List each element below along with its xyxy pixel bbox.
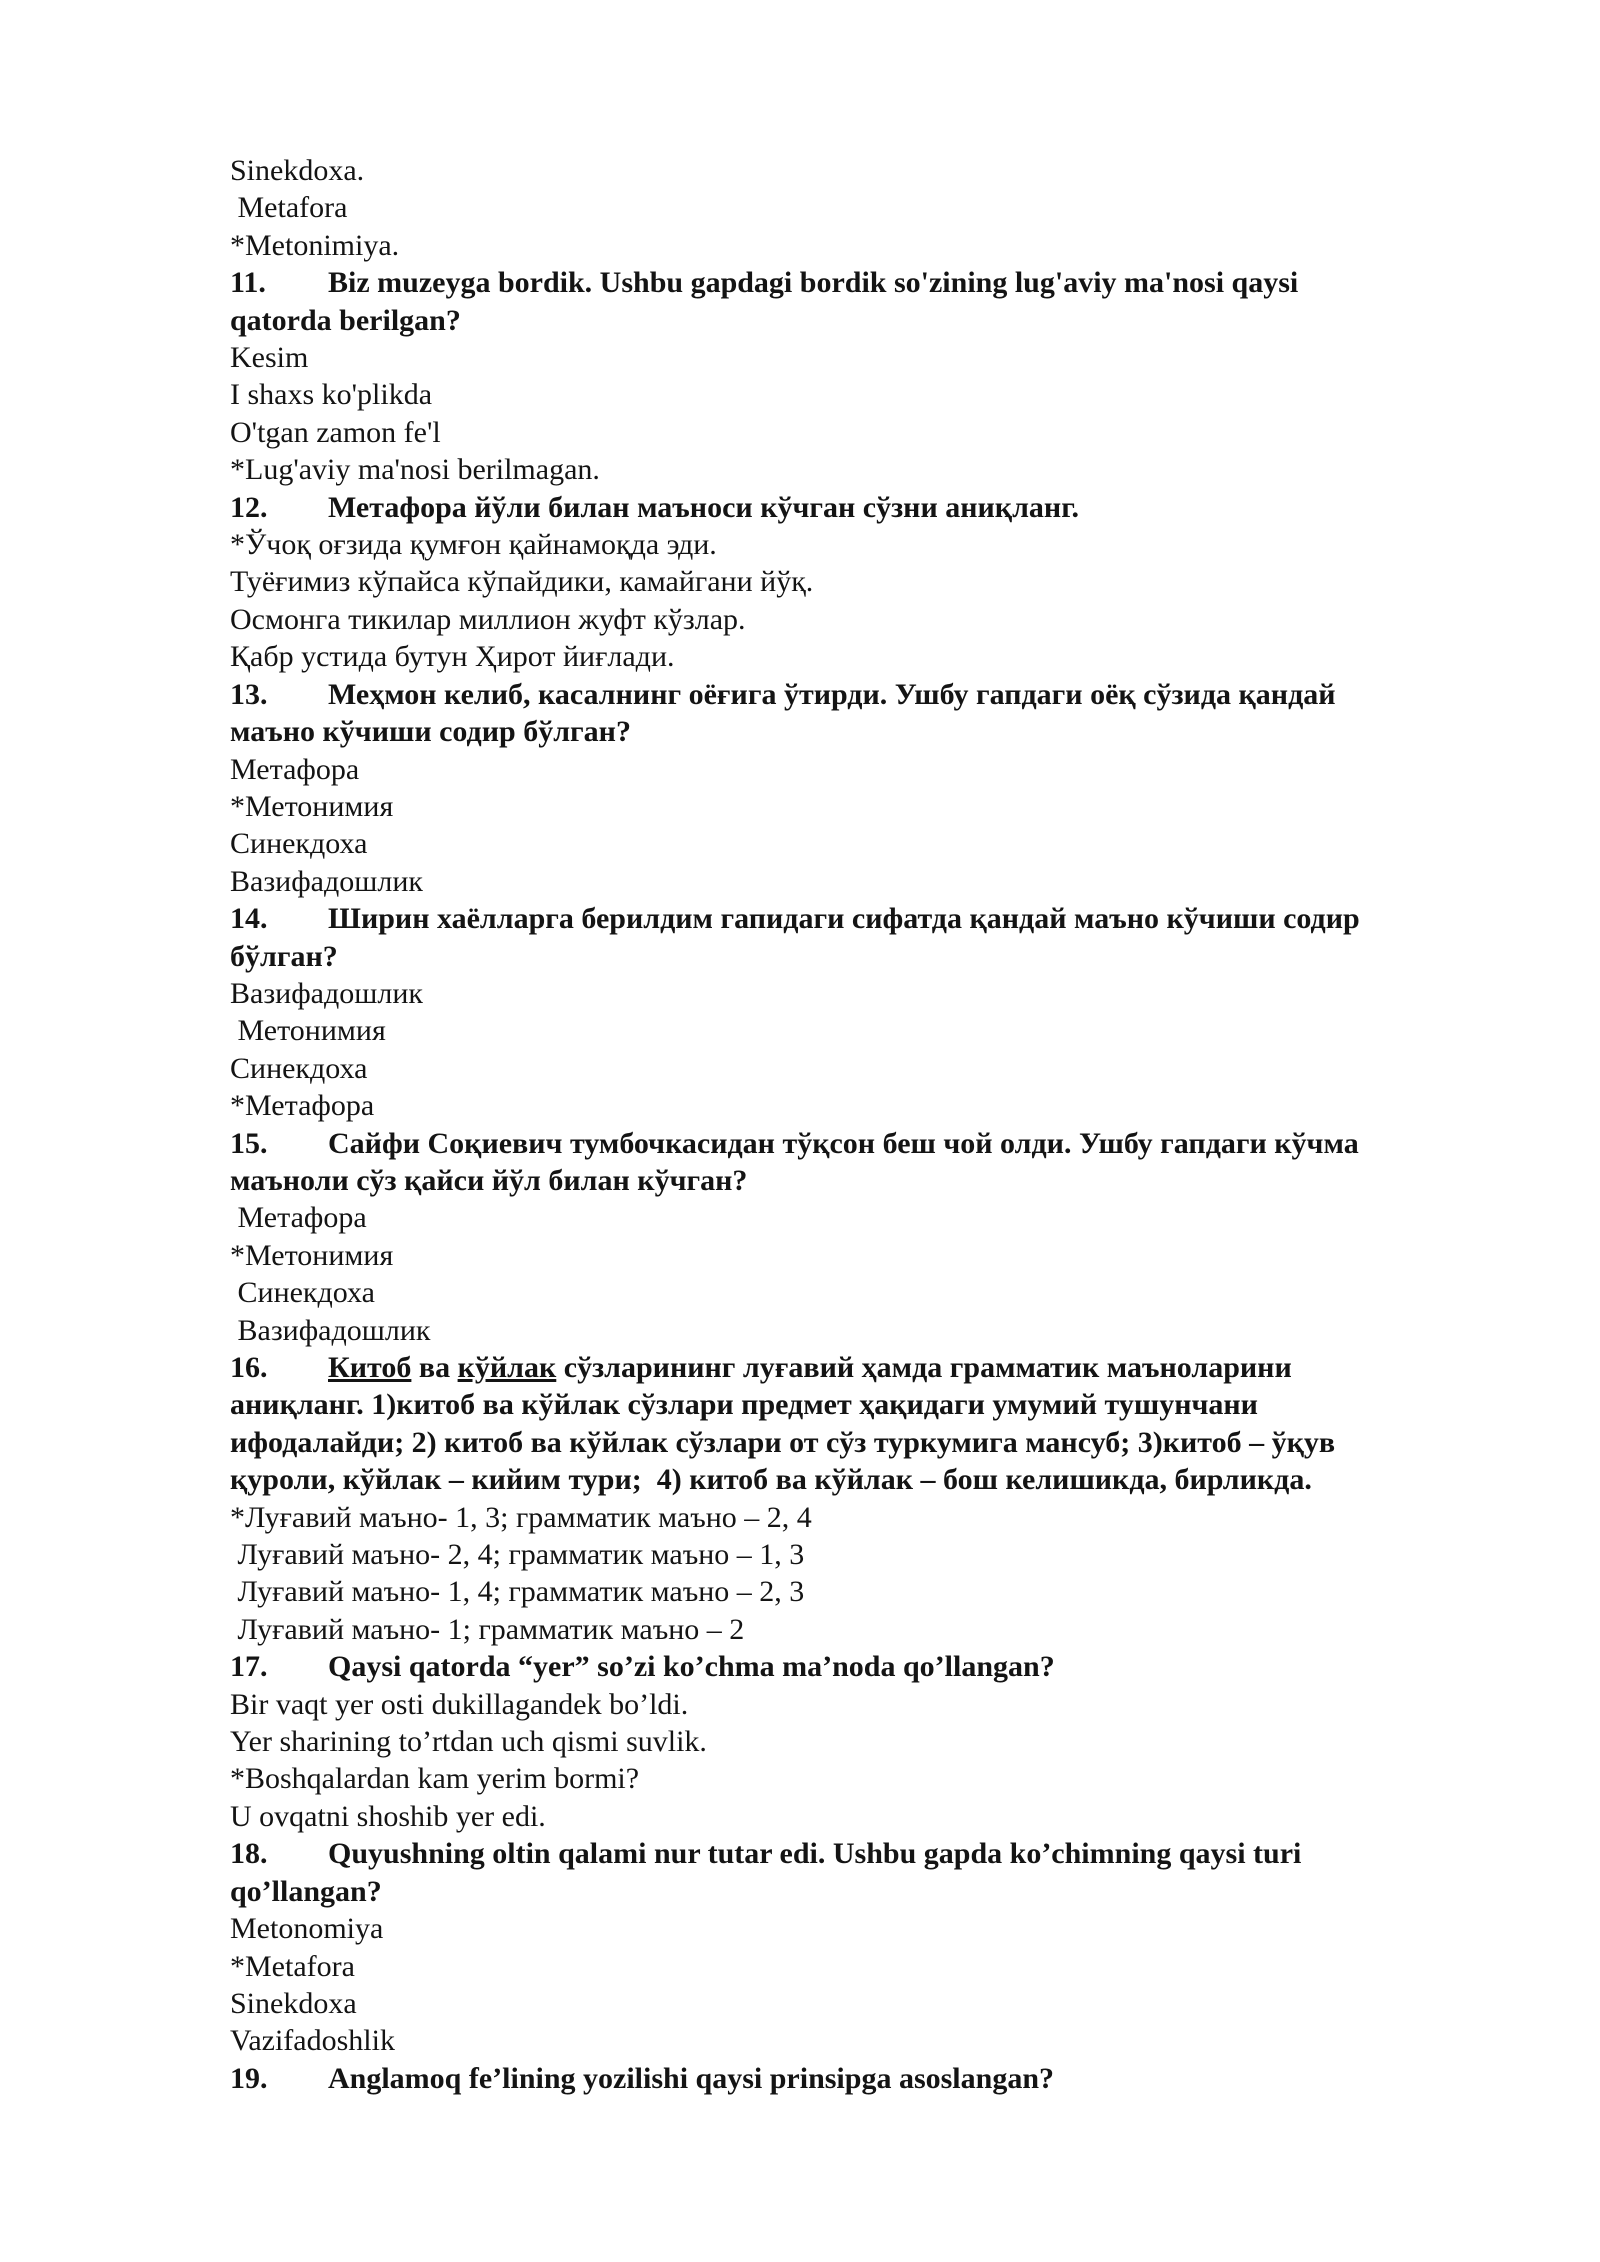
option: Metonomiya [230,1912,384,1946]
document-page [230,152,1495,2097]
underlined-word: кўйлак [457,1351,557,1384]
option: Метафора [230,1201,367,1235]
option: Vazifadoshlik [230,2024,395,2058]
question-text [328,264,1495,301]
option: Sinekdoxa [230,1986,357,2020]
question-17 [230,1648,1495,1685]
option: Туёғимиз кўпайса кўпайдики, камайгани йўқ. [230,565,814,599]
question-line: Сайфи Соқиевич тумбочкасидан тўқсон беш чой олди. Ушбу гапдаги кўчма [328,1126,1359,1160]
option: *Метонимия [230,1238,394,1272]
option: Yer sharining to’rtdan uch qismi suvlik. [230,1725,707,1759]
option: Sinekdoxa. [230,154,365,187]
question-text: Qaysi qatorda “yer” so’zi ko’chma ma’noda qo’llangan? [328,1650,1055,1684]
option: O'tgan zamon fe'l [230,415,441,449]
option: *Metonimiya. [230,228,400,262]
question-11 [230,264,1495,301]
option: Metafora [230,191,348,225]
question-number: 15. [230,1126,268,1160]
question-18 [230,1835,1495,1872]
option: Луғавий маъно- 1, 4; грамматик маъно – 2, 3 [230,1575,805,1609]
question-12 [230,489,1495,526]
question-line: Ширин хаёлларга берилдим гапидаги сифатда қандай маъно кўчиши содир [328,902,1360,936]
question-16 [230,1349,1495,1386]
question-text: Метафора йўли билан маъноси кўчган сўзни аниқланг. [328,490,1079,524]
question-line: Biz muzeyga bordik. Ushbu gapdagi bordik so'zining lug'aviy ma'nosi qaysi [328,266,1299,300]
option: *Луғавий маъно- 1, 3; грамматик маъно – 2, 4 [230,1500,812,1534]
option: *Ўчоқ оғзида қумғон қайнамоқда эди. [230,528,717,562]
option: I shaxs ko'plikda [230,378,433,412]
question-13 [230,676,1495,713]
question-text-fragment: ва [411,1351,458,1384]
option: Метонимия [230,1014,386,1048]
option: *Lug'aviy ma'nosi berilmagan. [230,453,600,487]
option: Қабр устида бутун Ҳирот йиғлади. [230,640,675,674]
option: Луғавий маъно- 2, 4; грамматик маъно – 1, 3 [230,1538,805,1572]
option: Kesim [230,341,309,375]
option: U ovqatni shoshib yer edi. [230,1799,546,1833]
option: Синекдоха [230,1276,375,1310]
question-number: 14. [230,902,268,936]
question-text-fragment: сўзларининг луғавий ҳамда грамматик маъноларини [556,1351,1292,1384]
question-line: Меҳмон келиб, касалнинг оёғига ўтирди. Ушбу гапдаги оёқ сўзида қандай [328,677,1336,711]
option: *Boshqalardan kam yerim bormi? [230,1762,640,1796]
option: Метафора [230,752,360,786]
question-line: бўлган? [230,939,338,973]
question-number: 16. [230,1351,268,1384]
option: Осмонга тикилар миллион жуфт кўзлар. [230,602,746,636]
option: Синекдоха [230,1051,368,1085]
question-line: Quyushning oltin qalami nur tutar edi. Ushbu gapda ko’chimning qaysi turi [328,1837,1302,1871]
question-line [328,1349,1495,1386]
question-number: 19. [230,2061,268,2095]
question-number: 17. [230,1650,268,1684]
question-line: qo’llangan? [230,1874,382,1908]
option: *Метафора [230,1089,375,1123]
option: *Metafora [230,1949,355,1983]
question-line: аниқланг. 1)китоб ва кўйлак сўзлари предмет ҳақидаги умумий тушунчани [230,1388,1258,1422]
question-line: qatorda berilgan? [230,303,461,337]
option: Bir vaqt yer osti dukillagandek bo’ldi. [230,1687,689,1721]
question-line: қуроли, кўйлак – кийим тури; 4) китоб ва кўйлак – бош келишикда, бирликда. [230,1463,1312,1497]
option: *Метонимия [230,789,394,823]
question-14 [230,900,1495,937]
option: Луғавий маъно- 1; грамматик маъно – 2 [230,1612,745,1646]
question-line: ифодалайди; 2) китоб ва кўйлак сўзлари от сўз туркумига мансуб; 3)китоб – ўқув [230,1425,1336,1459]
underlined-word: Китоб [328,1351,412,1384]
question-number: 12. [230,490,268,524]
question-15 [230,1125,1495,1162]
question-text: Anglamoq fe’lining yozilishi qaysi prinsipga asoslangan? [328,2061,1055,2095]
question-19 [230,2060,1495,2097]
option: Синекдоха [230,827,368,861]
question-line: маъно кўчиши содир бўлган? [230,715,631,749]
question-line: маъноли сўз қайси йўл билан кўчган? [230,1163,748,1197]
question-number: 18. [230,1837,268,1871]
option: Вазифадошлик [230,864,423,898]
question-number: 11. [230,266,266,300]
option: Вазифадошлик [230,976,423,1010]
question-number: 13. [230,677,268,711]
option: Вазифадошлик [230,1313,431,1347]
